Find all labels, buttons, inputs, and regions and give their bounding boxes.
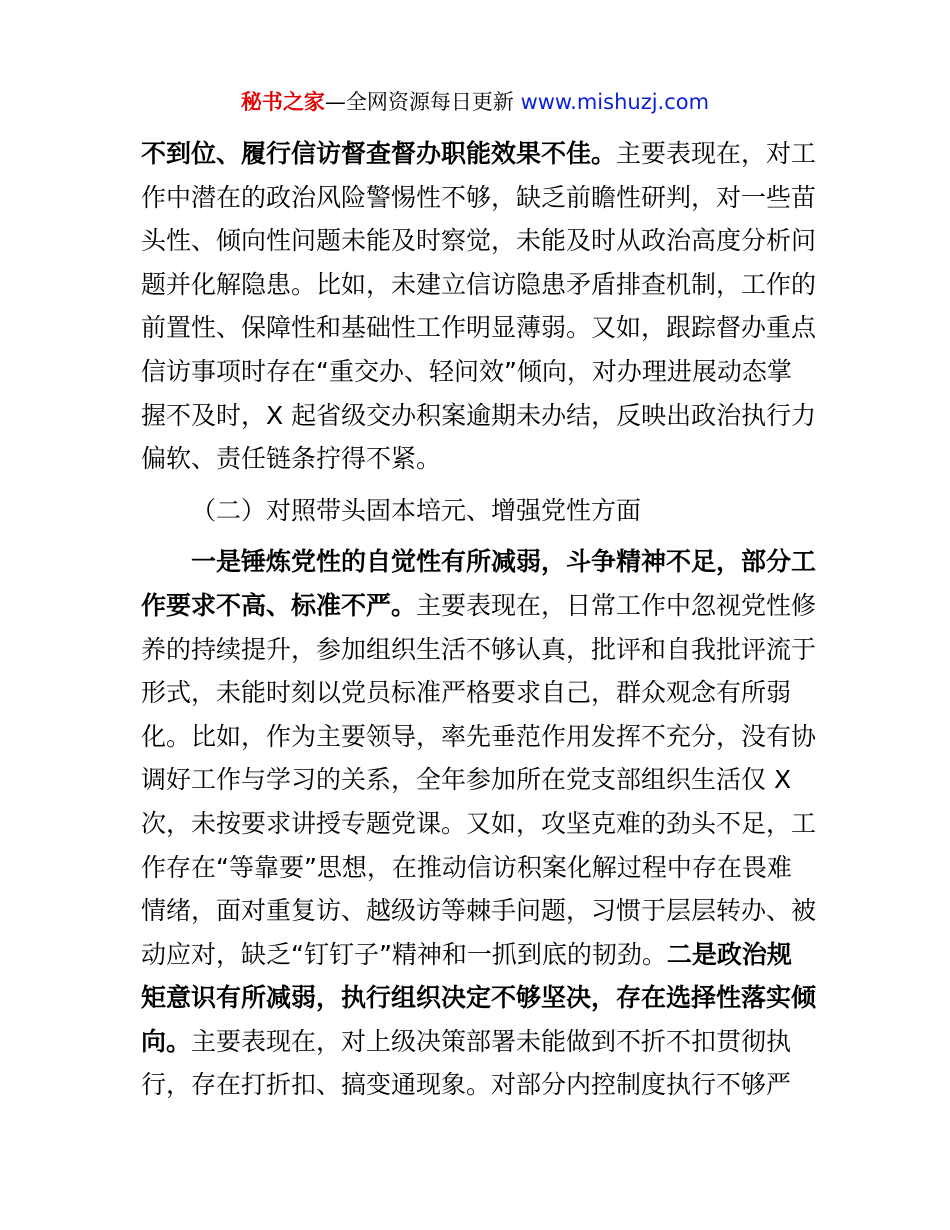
text-line (141, 176, 817, 220)
body-text: 信访事项时存在“重交办、轻问效”倾向，对办理进展动态掌 (141, 356, 792, 386)
text-line (141, 671, 813, 715)
body-text: 作中潜在的政治风险警惕性不够，缺乏前瞻性研判，对一些苗 (141, 182, 817, 212)
body-text: 调好工作与学习的关系，全年参加所在党支部组织生活仅 X (141, 765, 792, 795)
body-text: 作存在“等靠要”思想，在推动信访积案化解过程中存在畏难 (141, 852, 792, 882)
brand-name: 秘书之家 (240, 90, 325, 114)
text-line (141, 933, 813, 977)
text-line (141, 628, 817, 672)
text-line (141, 306, 817, 350)
text-line (141, 437, 813, 481)
body-text: 主要表现在，对上级决策部署未能做到不折不扣贯彻执 (191, 1026, 792, 1056)
body-text: 养的持续提升，参加组织生活不够认真，批评和自我批评流于 (141, 634, 817, 664)
body-text: 次，未按要求讲授专题党课。又如，攻坚克难的劲头不足，工 (141, 808, 817, 838)
body-text: 头性、倾向性问题未能及时察觉，未能及时从政治高度分析问 (141, 226, 817, 256)
site-header (0, 86, 950, 118)
document-body (141, 132, 817, 1107)
bold-text: 一是锤炼党性的自觉性有所减弱，斗争精神不足，部分工 (191, 547, 817, 577)
bold-text: 不到位、履行信访督查督办职能效果不佳。 (141, 139, 617, 168)
body-text: 形式，未能时刻以党员标准严格要求自己，群众观念有所弱 (141, 678, 792, 708)
body-text: 动应对，缺乏“钉钉子”精神和一抓到底的韧劲。 (141, 939, 667, 969)
body-text: 题并化解隐患。比如，未建立信访隐患矛盾排查机制，工作的 (141, 269, 817, 299)
bold-text: 作要求不高、标准不严。 (141, 590, 417, 620)
text-line (141, 1063, 813, 1107)
body-text: 主要表现在，对工 (616, 139, 817, 168)
body-text: 情绪，面对重复访、越级访等棘手问题，习惯于层层转办、被 (141, 896, 817, 926)
body-text: 前置性、保障性和基础性工作明显薄弱。又如，跟踪督办重点 (141, 313, 817, 343)
text-line (141, 540, 817, 584)
section-heading (141, 489, 813, 533)
body-text: 偏软、责任链条拧得不紧。 (141, 444, 442, 474)
text-line (141, 263, 817, 307)
text-line (141, 132, 817, 176)
text-line (141, 846, 813, 890)
header-slogan: —全网资源每日更新 (324, 90, 521, 114)
body-text: 化。比如，作为主要领导，率先垂范作用发挥不充分，没有协 (141, 721, 817, 751)
text-line (141, 584, 817, 628)
text-line (141, 219, 817, 263)
text-line (141, 758, 813, 802)
body-text: 握不及时，X 起省级交办积案逾期未办结，反映出政治执行力 (141, 400, 817, 430)
text-line (141, 394, 817, 438)
body-text: 行，存在打折扣、搞变通现象。对部分内控制度执行不够严 (141, 1070, 792, 1100)
text-line (141, 1020, 813, 1064)
text-line (141, 802, 817, 846)
site-url-link[interactable]: www.mishuzj.com (520, 90, 710, 114)
text-line (141, 889, 817, 933)
text-line (141, 350, 813, 394)
text-line (141, 976, 817, 1020)
bold-text: 矩意识有所减弱，执行组织决定不够坚决，存在选择性落实倾 (141, 983, 817, 1013)
bold-text: 二是政治规 (666, 939, 792, 969)
body-text: 主要表现在，日常工作中忽视党性修 (416, 590, 817, 620)
bold-text: 向。 (141, 1026, 192, 1056)
body-text: （二）对照带头固本培元、增强党性方面 (191, 495, 642, 525)
text-line (141, 715, 817, 759)
